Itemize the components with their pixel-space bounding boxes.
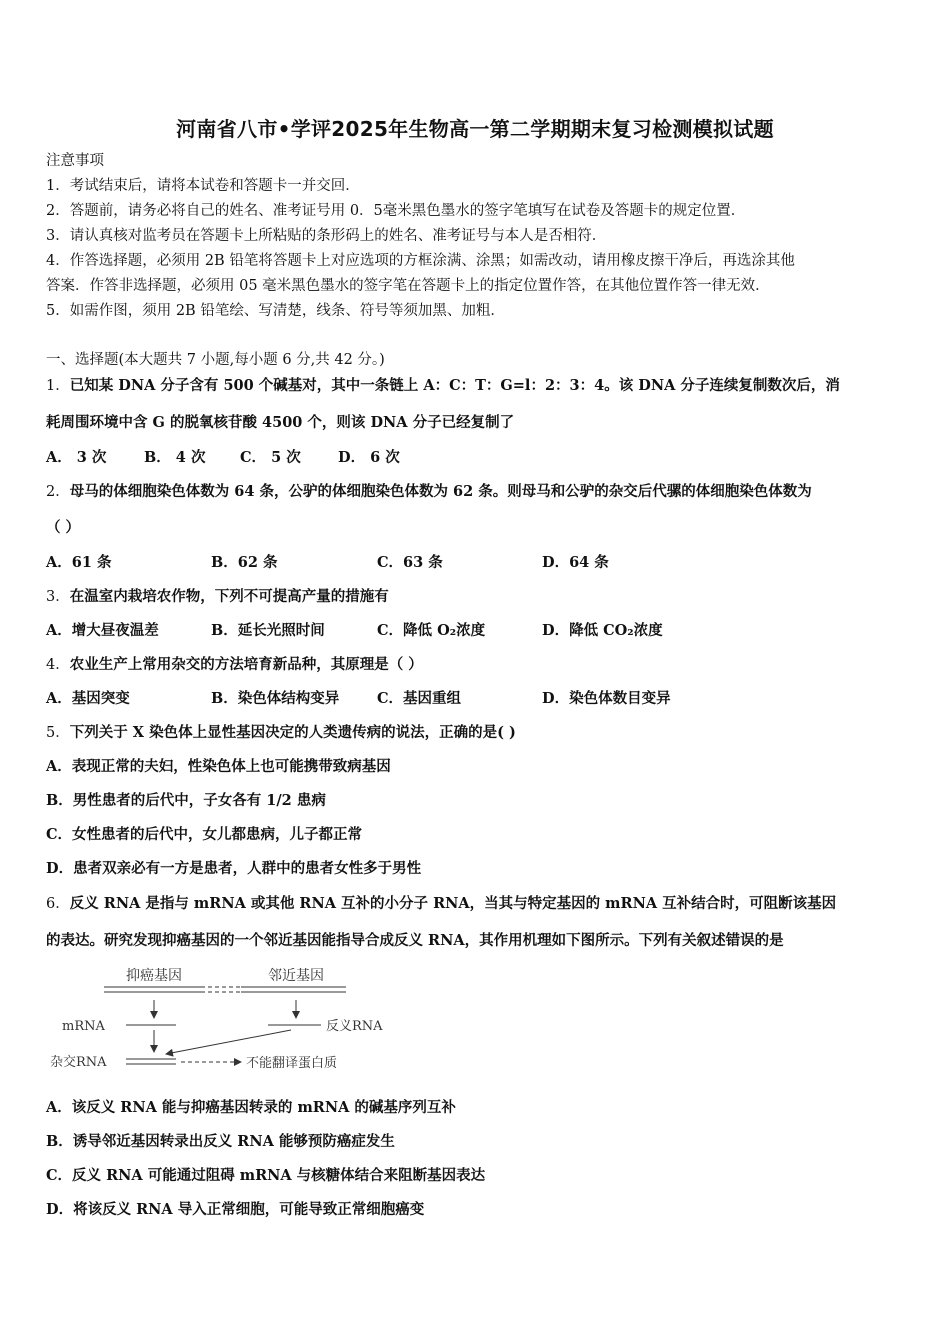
question-text: 已知某 DNA 分子含有 500 个碱基对，其中一条链上 A：C：T：G=l：2：3：4。该 DNA 分子连续复制数次后，消 <box>69 377 840 394</box>
question-text: 农业生产上常用杂交的方法培育新品种，其原理是（ ） <box>69 656 423 673</box>
section-heading: 一、选择题(本大题共 7 小题,每小题 6 分,共 42 分。) <box>46 352 385 368</box>
mrna-label: mRNA <box>62 1019 105 1034</box>
option-b[interactable]: B． 4 次 <box>144 449 206 466</box>
option-b[interactable]: B．延长光照时间 <box>211 622 325 639</box>
page-title: 河南省八市•学评2025年生物高一第二学期期末复习检测模拟试题 <box>176 117 774 141</box>
option-d[interactable]: D．将该反义 RNA 导入正常细胞，可能导致正常细胞癌变 <box>46 1201 425 1218</box>
question-number: 1． <box>46 378 70 394</box>
notice-item: 4．作答选择题，必须用 2B 铅笔将答题卡上对应选项的方框涂满、涂黑；如需改动，请用橡皮擦干净后，再选涂其他 <box>46 253 795 269</box>
antisense-label: 反义RNA <box>326 1019 383 1034</box>
option-a[interactable]: A．61 条 <box>46 554 112 571</box>
option-b[interactable]: B．男性患者的后代中，子女各有 1/2 患病 <box>46 792 326 809</box>
option-c[interactable]: C．降低 O₂浓度 <box>377 622 486 639</box>
notice-heading: 注意事项 <box>46 153 104 169</box>
option-b[interactable]: B．诱导邻近基因转录出反义 RNA 能够预防癌症发生 <box>46 1133 395 1150</box>
question-text: 母马的体细胞染色体数为 64 条，公驴的体细胞染色体数为 62 条。则母马和公驴的杂交后代骡的体细胞染色体数为 <box>69 483 812 500</box>
question-6-stem-cont: 的表达。研究发现抑癌基因的一个邻近基因能指导合成反义 RNA，其作用机理如下图所示。下列有关叙述错误的是 <box>46 932 784 949</box>
gene2-label: 邻近基因 <box>268 968 324 984</box>
question-4-stem <box>46 655 916 675</box>
question-text: 在温室内栽培农作物，下列不可提高产量的措施有 <box>69 588 389 605</box>
notice-item: 3．请认真核对监考员在答题卡上所粘贴的条形码上的姓名、准考证号与本人是否相符． <box>46 228 607 244</box>
option-a[interactable]: A． 3 次 <box>46 449 107 466</box>
question-number: 4． <box>46 657 70 673</box>
antisense-arrow <box>166 1030 291 1054</box>
option-c[interactable]: C．反义 RNA 可能通过阻碍 mRNA 与核糖体结合来阻断基因表达 <box>46 1167 486 1184</box>
option-c[interactable]: C． 5 次 <box>240 449 301 466</box>
notice-item: 5．如需作图，须用 2B 铅笔绘、写清楚，线条、符号等须加黑、加粗． <box>46 303 505 319</box>
notice-item: 1．考试结束后，请将本试卷和答题卡一并交回． <box>46 178 360 194</box>
notice-item: 答案．作答非选择题，必须用 05 毫米黑色墨水的签字笔在答题卡上的指定位置作答，在其他位置作答一律无效． <box>46 278 770 294</box>
hybrid-label: 杂交RNA <box>50 1055 107 1070</box>
antisense-rna-diagram <box>46 960 406 1080</box>
question-number: 5． <box>46 725 70 741</box>
option-a[interactable]: A．增大昼夜温差 <box>46 622 159 639</box>
option-d[interactable]: D．64 条 <box>542 554 609 571</box>
question-2-stem-cont: （ ） <box>46 519 81 536</box>
question-number: 3． <box>46 589 70 605</box>
result-label: 不能翻译蛋白质 <box>246 1056 338 1071</box>
question-1-stem <box>46 376 916 396</box>
question-text: 反义 RNA 是指与 mRNA 或其他 RNA 互补的小分子 RNA，当其与特定基因的 mRNA 互补结合时，可阻断该基因 <box>69 895 837 912</box>
notice-item: 2．答题前，请务必将自己的姓名、准考证号用 0．5毫米黑色墨水的签字笔填写在试卷及答题卡的规定位置． <box>46 203 746 219</box>
option-d[interactable]: D．染色体数目变异 <box>542 690 671 707</box>
option-c[interactable]: C．基因重组 <box>377 690 462 707</box>
option-b[interactable]: B．染色体结构变异 <box>211 690 340 707</box>
question-3-stem <box>46 587 916 607</box>
question-1-stem-cont: 耗周围环境中含 G 的脱氧核苷酸 4500 个，则该 DNA 分子已经复制了 <box>46 414 515 431</box>
option-a[interactable]: A．基因突变 <box>46 690 130 707</box>
option-a[interactable]: A．该反义 RNA 能与抑癌基因转录的 mRNA 的碱基序列互补 <box>46 1099 456 1116</box>
question-6-stem <box>46 894 916 914</box>
option-c[interactable]: C．女性患者的后代中，女儿都患病，儿子都正常 <box>46 826 363 843</box>
question-number: 2． <box>46 484 70 500</box>
option-d[interactable]: D．降低 CO₂浓度 <box>542 622 663 639</box>
option-b[interactable]: B．62 条 <box>211 554 278 571</box>
option-d[interactable]: D．患者双亲必有一方是患者，人群中的患者女性多于男性 <box>46 860 422 877</box>
option-c[interactable]: C．63 条 <box>377 554 443 571</box>
gene1-label: 抑癌基因 <box>126 968 182 984</box>
question-text: 下列关于 X 染色体上显性基因决定的人类遗传病的说法，正确的是( ) <box>69 724 516 741</box>
question-number: 6． <box>46 896 70 912</box>
question-2-stem <box>46 482 916 502</box>
option-d[interactable]: D． 6 次 <box>338 449 400 466</box>
option-a[interactable]: A．表现正常的夫妇，性染色体上也可能携带致病基因 <box>46 758 391 775</box>
question-5-stem <box>46 723 916 743</box>
